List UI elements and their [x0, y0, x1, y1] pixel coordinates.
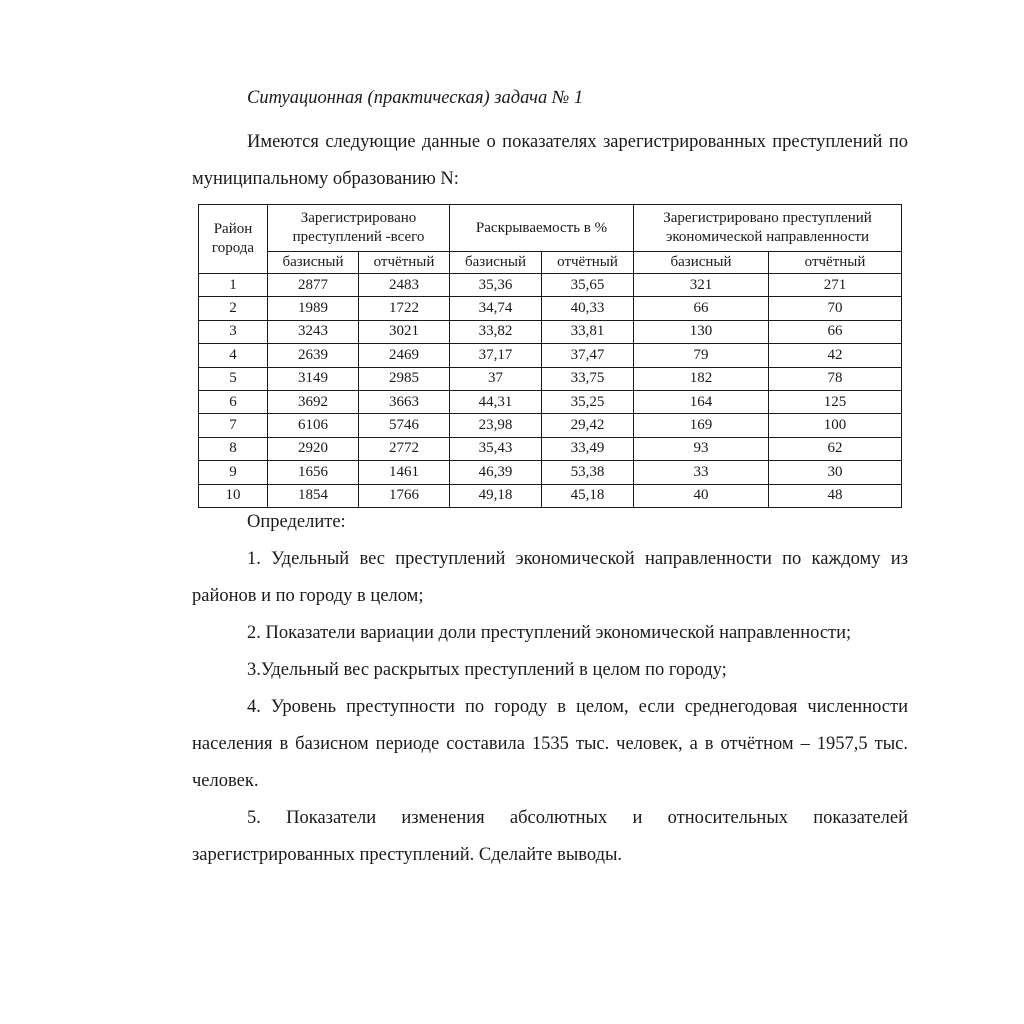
table-cell: 6 [199, 390, 268, 413]
subheader-report: отчётный [542, 252, 634, 274]
table-row [199, 414, 902, 437]
table-cell: 62 [769, 437, 902, 460]
table-cell: 1989 [268, 297, 359, 320]
table-cell: 37 [450, 367, 542, 390]
table-subheader-row [199, 252, 902, 274]
subheader-report: отчётный [769, 252, 902, 274]
table-row [199, 484, 902, 507]
table-cell: 182 [634, 367, 769, 390]
crime-data-table [198, 204, 902, 508]
table-cell: 2639 [268, 344, 359, 367]
table-cell: 10 [199, 484, 268, 507]
table-cell: 4 [199, 344, 268, 367]
table-cell: 33,49 [542, 437, 634, 460]
table-cell: 37,17 [450, 344, 542, 367]
task-item: 5. Показатели изменения абсолютных и относительных показателей зарегистрированных преступлений. Сделайте выводы. [192, 807, 908, 865]
table-row [199, 437, 902, 460]
table-cell: 169 [634, 414, 769, 437]
table-cell: 271 [769, 274, 902, 297]
document-page [192, 88, 908, 874]
subheader-base: базисный [450, 252, 542, 274]
table-cell: 5 [199, 367, 268, 390]
table-row [199, 461, 902, 484]
table-cell: 2469 [359, 344, 450, 367]
task-item: 1. Удельный вес преступлений экономической направленности по каждому из районов и по городу в целом; [192, 548, 908, 606]
header-district: Район города [199, 205, 268, 274]
table-cell: 49,18 [450, 484, 542, 507]
header-registered-total: Зарегистрировано преступлений -всего [268, 205, 450, 252]
table-cell: 79 [634, 344, 769, 367]
table-cell: 23,98 [450, 414, 542, 437]
table-cell: 321 [634, 274, 769, 297]
table-cell: 35,65 [542, 274, 634, 297]
table-cell: 1766 [359, 484, 450, 507]
table-cell: 66 [634, 297, 769, 320]
task-item: 2. Показатели вариации доли преступлений экономической направленности; [247, 622, 852, 643]
table-cell: 1854 [268, 484, 359, 507]
table-row [199, 344, 902, 367]
table-cell: 1722 [359, 297, 450, 320]
intro-paragraph: Имеются следующие данные о показателях зарегистрированных преступлений по муниципальному образованию N: [192, 132, 908, 189]
task-item: 4. Уровень преступности по городу в целом, если среднегодовая численности населения в базисном периоде составила 1535 тыс. человек, а в отчётном – 1957,5 тыс. человек. [192, 696, 908, 791]
table-cell: 42 [769, 344, 902, 367]
table-cell: 2920 [268, 437, 359, 460]
table-cell: 30 [769, 461, 902, 484]
subheader-base: базисный [634, 252, 769, 274]
table-cell: 78 [769, 367, 902, 390]
table-cell: 1461 [359, 461, 450, 484]
table-cell: 1 [199, 274, 268, 297]
table-cell: 7 [199, 414, 268, 437]
table-cell: 33,75 [542, 367, 634, 390]
table-row [199, 367, 902, 390]
table-cell: 125 [769, 390, 902, 413]
table-cell: 44,31 [450, 390, 542, 413]
table-cell: 37,47 [542, 344, 634, 367]
table-cell: 34,74 [450, 297, 542, 320]
table-cell: 35,36 [450, 274, 542, 297]
table-cell: 29,42 [542, 414, 634, 437]
table-cell: 2877 [268, 274, 359, 297]
table-row [199, 297, 902, 320]
determine-heading: Определите: [247, 511, 346, 532]
table-cell: 33,81 [542, 320, 634, 343]
table-cell: 33 [634, 461, 769, 484]
table-cell: 8 [199, 437, 268, 460]
table-cell: 3 [199, 320, 268, 343]
table-cell: 40 [634, 484, 769, 507]
table-cell: 100 [769, 414, 902, 437]
table-cell: 1656 [268, 461, 359, 484]
table-cell: 35,25 [542, 390, 634, 413]
header-economic-crimes: Зарегистрировано преступлений экономической направленности [634, 205, 902, 252]
table-cell: 130 [634, 320, 769, 343]
table-cell: 2772 [359, 437, 450, 460]
table-cell: 48 [769, 484, 902, 507]
subheader-report: отчётный [359, 252, 450, 274]
table-cell: 3243 [268, 320, 359, 343]
table-cell: 53,38 [542, 461, 634, 484]
table-cell: 9 [199, 461, 268, 484]
table-row [199, 320, 902, 343]
table-cell: 45,18 [542, 484, 634, 507]
table-cell: 3021 [359, 320, 450, 343]
subheader-base: базисный [268, 252, 359, 274]
task-item: 3.Удельный вес раскрытых преступлений в целом по городу; [247, 659, 727, 680]
table-cell: 35,43 [450, 437, 542, 460]
table-cell: 2483 [359, 274, 450, 297]
table-cell: 3663 [359, 390, 450, 413]
table-cell: 5746 [359, 414, 450, 437]
task-title: Ситуационная (практическая) задача № 1 [247, 88, 584, 108]
table-cell: 2985 [359, 367, 450, 390]
table-cell: 70 [769, 297, 902, 320]
table-row [199, 274, 902, 297]
table-cell: 93 [634, 437, 769, 460]
tasks-section [192, 508, 908, 874]
table-cell: 3149 [268, 367, 359, 390]
header-solved-percent: Раскрываемость в % [450, 205, 634, 252]
table-cell: 164 [634, 390, 769, 413]
table-cell: 46,39 [450, 461, 542, 484]
table-cell: 2 [199, 297, 268, 320]
table-cell: 3692 [268, 390, 359, 413]
table-header-row [199, 205, 902, 252]
table-cell: 6106 [268, 414, 359, 437]
table-row [199, 390, 902, 413]
table-cell: 33,82 [450, 320, 542, 343]
table-cell: 66 [769, 320, 902, 343]
table-cell: 40,33 [542, 297, 634, 320]
